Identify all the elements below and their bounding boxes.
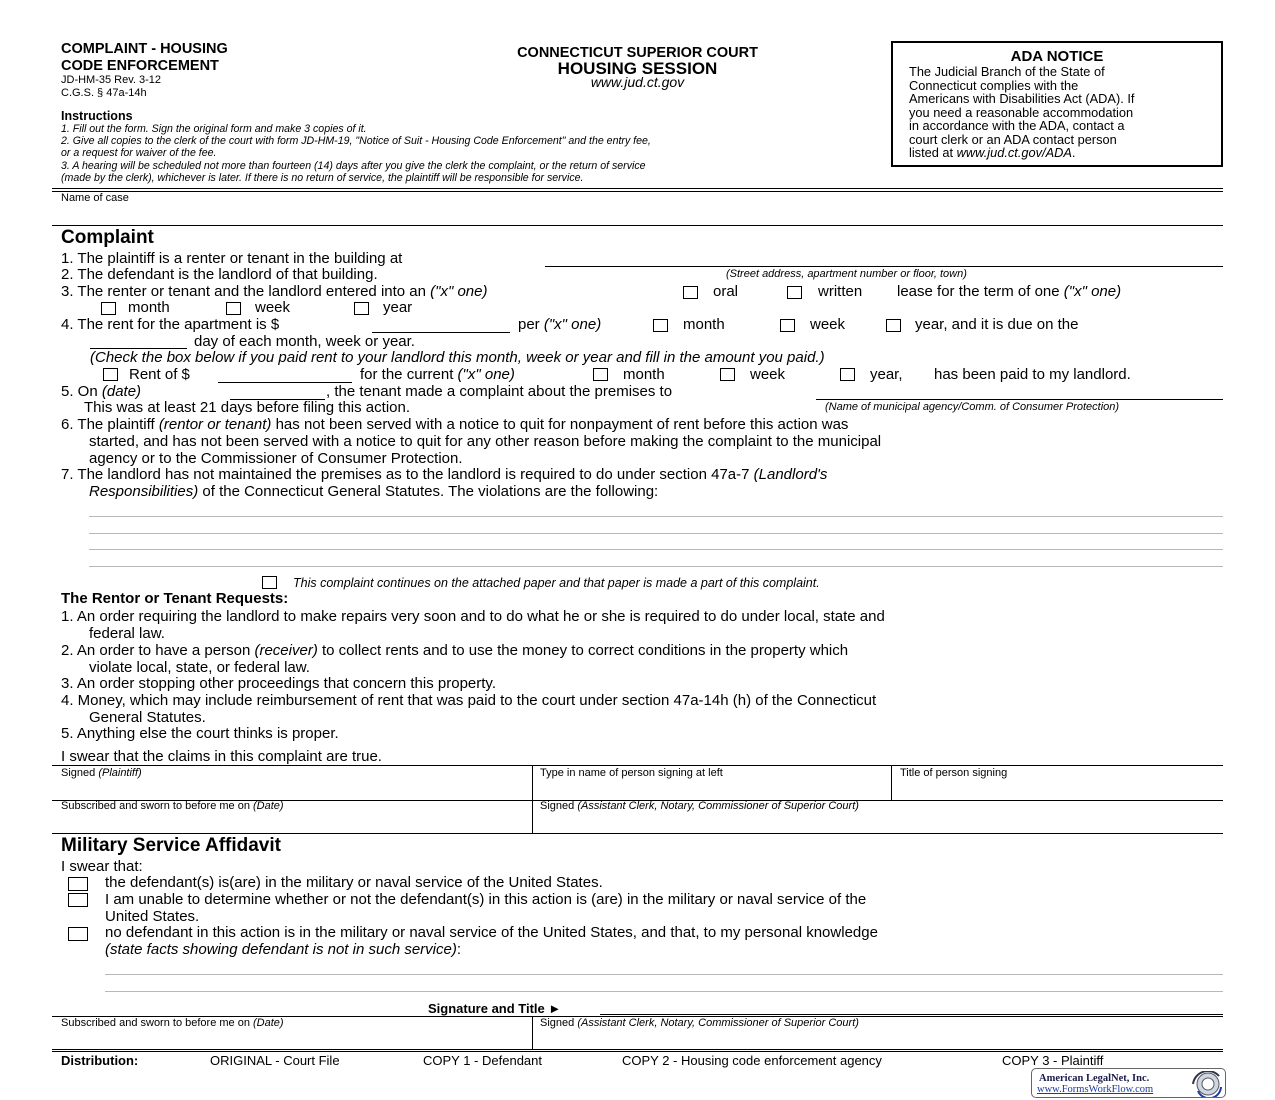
signature-title-label: Signature and Title ► xyxy=(428,1001,562,1016)
form-title-line-2: CODE ENFORCEMENT xyxy=(61,58,219,74)
item-6-prefix: 6. The plaintiff xyxy=(61,416,159,433)
rent-week-checkbox[interactable] xyxy=(780,319,795,332)
request-4: 4. Money, which may include reimbursement of rent that was paid to the court under section 47a-14h (h) of the Connecticut xyxy=(61,692,877,709)
american-legalnet-logo[interactable] xyxy=(1031,1068,1226,1098)
paid-year-label: year, xyxy=(870,366,903,383)
globe-icon xyxy=(1189,1071,1225,1097)
ada-line: Connecticut complies with the xyxy=(909,77,1079,93)
distribution-original: ORIGINAL - Court File xyxy=(210,1053,340,1068)
item-6-text-2: started, and has not been served with a notice to quit for any other reason before making the complaint to the municipal xyxy=(89,433,882,450)
military-option-2-cont: United States. xyxy=(105,908,200,925)
item-5-prefix: 5. On xyxy=(61,383,102,400)
distribution-copy-3: COPY 3 - Plaintiff xyxy=(1002,1053,1104,1068)
agency-field[interactable] xyxy=(816,399,1223,400)
receiver-note: (receiver) xyxy=(254,642,318,659)
due-day-text: day of each month, week or year. xyxy=(194,333,415,350)
facts-line[interactable] xyxy=(105,991,1223,992)
item-5-text: , the tenant made a complaint about the premises to xyxy=(326,383,673,400)
agency-caption: (Name of municipal agency/Comm. of Consumer Protection) xyxy=(825,401,1120,413)
ada-period: . xyxy=(1071,145,1076,160)
session-name: HOUSING SESSION xyxy=(557,59,718,78)
term-week-checkbox[interactable] xyxy=(226,302,241,315)
court-name: CONNECTICUT SUPERIOR COURT xyxy=(517,45,758,61)
clerk-label: (Assistant Clerk, Notary, Commissioner of Superior Court) xyxy=(577,800,859,812)
ada-line: The Judicial Branch of the State of xyxy=(909,64,1105,79)
violations-line[interactable] xyxy=(89,516,1223,517)
company-name: American LegalNet, Inc. xyxy=(1039,1073,1150,1084)
instructions-title: Instructions xyxy=(61,109,133,123)
rent-year-label: year, and it is due on the xyxy=(915,316,1079,333)
military-clerk-signature-field[interactable] xyxy=(540,1030,1220,1048)
date-label: (date) xyxy=(101,383,142,400)
violations-line[interactable] xyxy=(89,533,1223,534)
military-option-3: no defendant in this action is in the military or naval service of the United States, and that, to my personal knowledge xyxy=(105,924,878,941)
request-2-cont: violate local, state, or federal law. xyxy=(89,659,310,676)
clerk-signature-field[interactable] xyxy=(540,813,1220,831)
continues-text: This complaint continues on the attached paper and that paper is made a part of this complaint. xyxy=(293,576,820,590)
military-sworn-date-field[interactable] xyxy=(60,1030,528,1048)
continues-checkbox[interactable] xyxy=(262,576,277,589)
lease-oral-checkbox[interactable] xyxy=(683,286,698,299)
rent-month-checkbox[interactable] xyxy=(653,319,668,332)
subscribed-label: Subscribed and sworn to before me on xyxy=(61,1017,254,1029)
item-3-text: 3. The renter or tenant and the landlord entered into an xyxy=(61,283,431,300)
ada-line: Americans with Disabilities Act (ADA). If xyxy=(909,91,1135,106)
case-name-label: Name of case xyxy=(61,192,129,204)
case-name-field[interactable] xyxy=(61,204,1221,224)
typed-name-field[interactable] xyxy=(540,780,887,798)
instruction-line: 2. Give all copies to the clerk of the court with form JD-HM-19, "Notice of Suit - Housing Code Enforcement" and the entry fee, xyxy=(61,135,651,148)
clerk-label: (Assistant Clerk, Notary, Commissioner of Superior Court) xyxy=(577,1017,859,1029)
instruction-line: 1. Fill out the form. Sign the original form and make 3 copies of it. xyxy=(61,123,367,135)
check-box-note: (Check the box below if you paid rent to your landlord this month, week or year and fill in the amount you paid.) xyxy=(90,349,825,366)
ada-notice-box xyxy=(891,41,1223,167)
ada-link[interactable]: www.jud.ct.gov/ADA xyxy=(956,145,1072,160)
company-url[interactable]: www.FormsWorkFlow.com xyxy=(1037,1084,1154,1095)
date-label: (Date) xyxy=(253,1017,284,1029)
request-3: 3. An order stopping other proceedings that concern this property. xyxy=(61,675,496,692)
complaint-item-3 xyxy=(61,283,488,300)
complaint-heading: Complaint xyxy=(61,227,154,248)
term-year-checkbox[interactable] xyxy=(354,302,369,315)
term-week-label: week xyxy=(255,299,291,316)
complaint-item-1: 1. The plaintiff is a renter or tenant in the building at xyxy=(61,250,403,267)
item-7-text-2: of the Connecticut General Statutes. The violations are the following: xyxy=(198,483,659,500)
x-one-note: ("x" one) xyxy=(430,283,488,300)
rent-week-label: week xyxy=(810,316,846,333)
item-7-text: 7. The landlord has not maintained the premises as to the landlord is required to do under section 47a-7 xyxy=(61,466,754,483)
facts-line[interactable] xyxy=(105,974,1223,975)
military-option-2: I am unable to determine whether or not the defendant(s) in this action is (are) in the military or naval service of the xyxy=(105,891,867,908)
ada-line: court clerk or an ADA contact person xyxy=(909,131,1117,147)
distribution-copy-1: COPY 1 - Defendant xyxy=(423,1053,542,1068)
signed-label: Signed xyxy=(61,767,99,779)
paid-month-checkbox[interactable] xyxy=(593,368,608,381)
military-option-2-checkbox[interactable] xyxy=(68,893,88,907)
sworn-date-field[interactable] xyxy=(60,813,528,831)
ada-line: in accordance with the ADA, contact a xyxy=(909,118,1125,133)
request-2: 2. An order to have a person xyxy=(61,642,255,659)
paid-landlord-text: has been paid to my landlord. xyxy=(934,366,1131,383)
type-name-label: Type in name of person signing at left xyxy=(540,767,723,779)
signed-label: Signed xyxy=(540,800,578,812)
rent-paid-checkbox[interactable] xyxy=(103,368,118,381)
item-6-text: has not been served with a notice to quit for nonpayment of rent before this action was xyxy=(271,416,849,433)
lease-written-label: written xyxy=(818,283,863,300)
distribution-copy-2: COPY 2 - Housing code enforcement agency xyxy=(622,1053,882,1068)
form-number: JD-HM-35 Rev. 3-12 xyxy=(61,74,162,86)
colon: : xyxy=(456,941,462,958)
per-label: per xyxy=(518,316,544,333)
instruction-line: or a request for waiver of the fee. xyxy=(61,147,217,160)
rent-of-label: Rent of $ xyxy=(129,366,190,383)
signed-label: Signed xyxy=(540,1017,578,1029)
paid-month-label: month xyxy=(623,366,665,383)
rent-year-checkbox[interactable] xyxy=(886,319,901,332)
swear-statement: I swear that the claims in this complaint are true. xyxy=(61,748,382,765)
term-month-label: month xyxy=(128,299,170,316)
rentor-note: (rentor or tenant) xyxy=(158,416,272,433)
statute-reference: C.G.S. § 47a-14h xyxy=(61,87,147,99)
lease-oral-label: oral xyxy=(713,283,739,300)
item-7-ital: (Landlord's xyxy=(753,466,828,483)
paid-week-checkbox[interactable] xyxy=(720,368,735,381)
title-field[interactable] xyxy=(900,780,1220,798)
military-option-1-checkbox[interactable] xyxy=(68,877,88,891)
complaint-item-2: 2. The defendant is the landlord of that building. xyxy=(61,266,378,283)
term-year-label: year xyxy=(383,299,413,316)
ada-line: listed at xyxy=(909,145,957,160)
plaintiff-signature-field[interactable] xyxy=(60,780,528,798)
request-2-text: to collect rents and to use the money to correct conditions in the property which xyxy=(317,642,849,659)
instruction-line: 3. A hearing will be scheduled not more than fourteen (14) days after you give the clerk the complaint, or the return of service xyxy=(61,159,646,172)
affiant-signature-field[interactable] xyxy=(600,1014,1223,1015)
request-5: 5. Anything else the court thinks is proper. xyxy=(61,725,339,742)
x-one-note: ("x" one) xyxy=(457,366,515,383)
subscribed-label: Subscribed and sworn to before me on xyxy=(61,800,254,812)
distribution-label: Distribution: xyxy=(61,1053,139,1068)
form-title-line-1: COMPLAINT - HOUSING xyxy=(61,41,228,57)
lease-term-label: lease for the term of one xyxy=(897,283,1064,300)
instruction-line: (made by the clerk), whichever is later. If there is no return of service, the plaintiff will be responsible for service. xyxy=(61,171,584,184)
term-month-checkbox[interactable] xyxy=(101,302,116,315)
requests-heading: The Rentor or Tenant Requests: xyxy=(61,590,289,607)
request-1-cont: federal law. xyxy=(89,625,165,642)
military-swear: I swear that: xyxy=(61,858,143,875)
military-option-1: the defendant(s) is(are) in the military or naval service of the United States. xyxy=(105,874,603,891)
complaint-item-4: 4. The rent for the apartment is $ xyxy=(61,316,280,333)
lease-term-text xyxy=(897,283,1121,300)
date-label: (Date) xyxy=(253,800,284,812)
item-7-ital-2: Responsibilities) xyxy=(89,483,199,500)
item-5-days: This was at least 21 days before filing this action. xyxy=(84,399,411,416)
plaintiff-label: (Plaintiff) xyxy=(98,767,142,779)
ada-line: you need a reasonable accommodation xyxy=(909,104,1134,120)
paid-year-checkbox[interactable] xyxy=(840,368,855,381)
x-one-note: ("x" one) xyxy=(1063,283,1122,300)
for-current-label: for the current xyxy=(360,366,458,383)
violations-line[interactable] xyxy=(89,566,1223,567)
court-website[interactable]: www.jud.ct.gov xyxy=(590,74,685,90)
address-caption: (Street address, apartment number or floor, town) xyxy=(726,268,967,280)
item-6-text-3: agency or to the Commissioner of Consumer Protection. xyxy=(89,450,463,467)
military-option-3-checkbox[interactable] xyxy=(68,927,88,941)
paid-week-label: week xyxy=(750,366,786,383)
military-heading: Military Service Affidavit xyxy=(61,835,281,856)
rent-month-label: month xyxy=(683,316,725,333)
request-4-cont: General Statutes. xyxy=(89,709,206,726)
instructions-list xyxy=(61,123,651,184)
address-field[interactable] xyxy=(545,266,1223,267)
x-one-note: ("x" one) xyxy=(543,316,602,333)
title-label: Title of person signing xyxy=(900,767,1008,779)
violations-line[interactable] xyxy=(89,549,1223,550)
military-option-3-facts: (state facts showing defendant is not in such service) xyxy=(105,941,457,958)
ada-notice-title: ADA NOTICE xyxy=(1010,48,1104,65)
lease-written-checkbox[interactable] xyxy=(787,286,802,299)
request-1: 1. An order requiring the landlord to make repairs very soon and to do what he or she is required to do under local, state and xyxy=(61,608,885,625)
